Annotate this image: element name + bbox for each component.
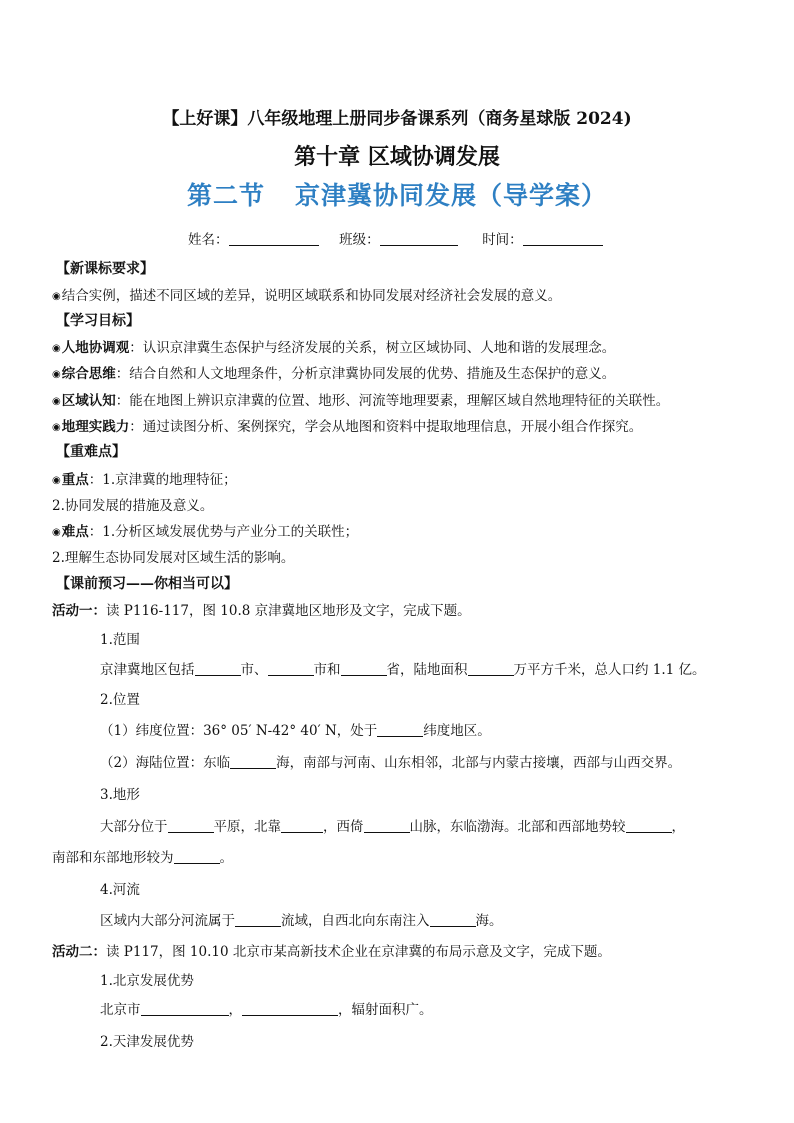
- section-number: 第二节: [186, 181, 265, 210]
- terrain-title: 3.地形: [100, 787, 140, 803]
- tianjin-title: 2.天津发展优势: [100, 1034, 194, 1050]
- answer-blank[interactable]: [235, 913, 281, 927]
- series-title: 【上好课】八年级地理上册同步备课系列（商务星球版 2024): [162, 109, 632, 129]
- answer-blank[interactable]: [168, 819, 214, 833]
- answer-blank[interactable]: [377, 723, 423, 737]
- objective-item: ◉人地协调观：认识京津冀生态保护与经济发展的关系，树立区域协同、人地和谐的发展理念。: [52, 340, 616, 356]
- answer-blank[interactable]: [195, 662, 241, 676]
- terrain-line: 大部分位于 平原，北靠 ，西倚 山脉，东临渤海。北部和西部地势较 ，: [100, 819, 685, 835]
- answer-blank[interactable]: [281, 819, 323, 833]
- class-blank[interactable]: [380, 231, 458, 246]
- scope-line: 京津冀地区包括 市、 市和 省，陆地面积 万平方千米，总人口约 1.1 亿。: [100, 662, 706, 678]
- objective-item: ◉综合思维：结合自然和人文地理条件，分析京津冀协同发展的优势、措施及生态保护的意义。: [52, 366, 616, 382]
- answer-blank[interactable]: [430, 913, 476, 927]
- time-label: 时间：: [482, 232, 523, 248]
- key-point-2: 2.协同发展的措施及意义。: [52, 498, 214, 514]
- scope-title: 1.范围: [100, 632, 140, 648]
- bullet-icon: ◉: [52, 291, 61, 302]
- objective-item: ◉地理实践力：通过读图分析、案例探究，学会从地图和资料中提取地理信息，开展小组合作探究。: [52, 419, 643, 435]
- beijing-title: 1.北京发展优势: [100, 973, 194, 989]
- answer-blank[interactable]: [141, 1002, 229, 1016]
- difficult-point-2: 2.理解生态协同发展对区域生活的影响。: [52, 550, 295, 566]
- name-label: 姓名：: [188, 232, 229, 248]
- bullet-icon: ◉: [52, 369, 61, 380]
- time-blank[interactable]: [523, 231, 603, 246]
- river-line: 区域内大部分河流属于 流域，自西北向东南注入 海。: [100, 913, 503, 929]
- answer-blank[interactable]: [364, 819, 410, 833]
- objective-item: ◉区域认知：能在地图上辨识京津冀的位置、地形、河流等地理要素，理解区域自然地理特征的关联性。: [52, 393, 670, 409]
- beijing-line: 北京市 ， ，辐射面积广。: [100, 1002, 433, 1018]
- answer-blank[interactable]: [242, 1002, 338, 1016]
- sea-land-line: （2）海陆位置：东临 海，南部与河南、山东相邻，北部与内蒙古接壤，西部与山西交界。: [100, 755, 682, 771]
- bullet-icon: ◉: [52, 527, 61, 538]
- objectives-heading: 【学习目标】: [56, 313, 140, 329]
- section-title: [0, 176, 794, 212]
- key-point-1: ◉重点：1.京津冀的地理特征；: [52, 472, 237, 488]
- bullet-icon: ◉: [52, 422, 61, 433]
- keypoints-heading: 【重难点】: [56, 444, 126, 460]
- latitude-line: （1）纬度位置：36° 05′ N-42° 40′ N，处于 纬度地区。: [100, 723, 491, 739]
- name-blank[interactable]: [229, 231, 319, 246]
- answer-blank[interactable]: [174, 850, 220, 864]
- bullet-icon: ◉: [52, 396, 61, 407]
- curriculum-heading: 【新课标要求】: [56, 261, 154, 277]
- class-label: 班级：: [339, 232, 380, 248]
- activity-2: 活动二：读 P117，图 10.10 北京市某高新技术企业在京津冀的布局示意及文字，完成下题。: [52, 944, 611, 960]
- curriculum-text: ◉结合实例，描述不同区域的差异，说明区域联系和协同发展对经济社会发展的意义。: [52, 288, 562, 304]
- student-info-row: [188, 228, 603, 248]
- answer-blank[interactable]: [626, 819, 672, 833]
- bullet-icon: ◉: [52, 343, 61, 354]
- answer-blank[interactable]: [268, 662, 314, 676]
- river-title: 4.河流: [100, 882, 140, 898]
- chapter-title: 第十章 区域协调发展: [294, 144, 500, 170]
- difficult-point-1: ◉难点：1.分析区域发展优势与产业分工的关联性；: [52, 524, 359, 540]
- activity-1: 活动一：读 P116-117，图 10.8 京津冀地区地形及文字，完成下题。: [52, 603, 471, 619]
- terrain-line-continued: 南部和东部地形较为 。: [52, 850, 233, 866]
- answer-blank[interactable]: [468, 662, 514, 676]
- location-title: 2.位置: [100, 692, 140, 708]
- preview-heading: 【课前预习——你相当可以】: [56, 576, 238, 592]
- answer-blank[interactable]: [230, 755, 276, 769]
- answer-blank[interactable]: [341, 662, 387, 676]
- section-name: 京津冀协同发展（导学案）: [295, 181, 608, 210]
- bullet-icon: ◉: [52, 475, 61, 486]
